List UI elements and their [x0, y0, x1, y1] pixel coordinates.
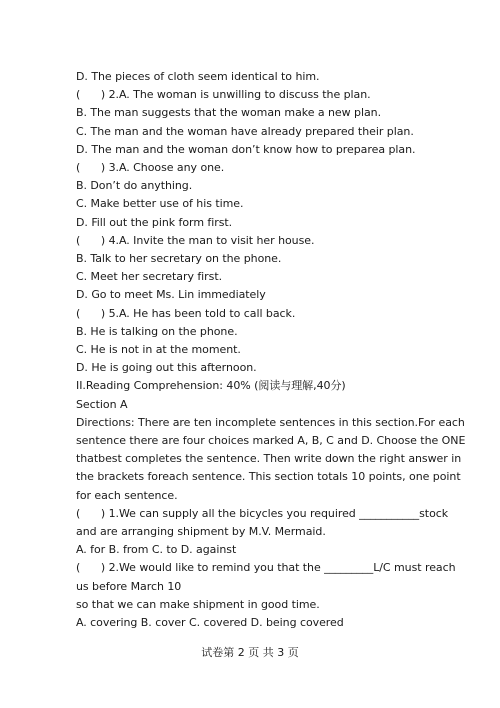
section-heading: II.Reading Comprehension: 40% (阅读与理解,40分) — [76, 379, 346, 393]
text-line: us before March 10 — [76, 579, 182, 593]
text-line: C. Meet her secretary first. — [76, 270, 223, 284]
directions-text: Directions: There are ten incomplete sentences in this section.For each — [76, 415, 465, 429]
text-line: D. Fill out the pink form first. — [76, 215, 233, 229]
text-line: so that we can make shipment in good time. — [76, 597, 320, 611]
text-line: A. covering B. cover C. covered D. being covered — [76, 616, 344, 630]
directions-text: thatbest completes the sentence. Then write down the right answer in — [76, 452, 462, 466]
text-line: D. The man and the woman don’t know how to preparea plan. — [76, 142, 416, 156]
text-line: and are arranging shipment by M.V. Mermaid. — [76, 525, 326, 539]
text-line: ( ) 1.We can supply all the bicycles you required ___________stock — [76, 506, 449, 520]
text-line: D. Go to meet Ms. Lin immediately — [76, 288, 266, 302]
text-line: B. Don’t do anything. — [76, 179, 193, 193]
text-line: D. The pieces of cloth seem identical to him. — [76, 70, 320, 83]
text-line: ( ) 2.We would like to remind you that the _________L/C must reach — [76, 561, 456, 575]
text-line: B. He is talking on the phone. — [76, 324, 238, 338]
text-line: B. Talk to her secretary on the phone. — [76, 252, 282, 266]
text-line: ( ) 2.A. The woman is unwilling to discuss the plan. — [76, 88, 371, 102]
text-line: ( ) 5.A. He has been told to call back. — [76, 306, 296, 320]
section-title: Section A — [76, 397, 128, 411]
text-line: A. for B. from C. to D. against — [76, 543, 237, 557]
text-line: C. Make better use of his time. — [76, 197, 244, 211]
text-line: C. The man and the woman have already prepared their plan. — [76, 124, 414, 138]
directions-text: for each sentence. — [76, 488, 178, 502]
text-line: C. He is not in at the moment. — [76, 343, 241, 357]
directions-text: sentence there are four choices marked A, B, C and D. Choose the ONE — [76, 434, 466, 448]
text-line: ( ) 4.A. Invite the man to visit her house. — [76, 233, 315, 247]
directions-text: the brackets foreach sentence. This section totals 10 points, one point — [76, 470, 461, 484]
page-content — [76, 68, 466, 632]
text-line: D. He is going out this afternoon. — [76, 361, 257, 375]
page-footer: 试卷第 2 页 共 3 页 — [201, 646, 299, 659]
text-line: B. The man suggests that the woman make a new plan. — [76, 106, 382, 120]
text-line: ( ) 3.A. Choose any one. — [76, 161, 225, 175]
